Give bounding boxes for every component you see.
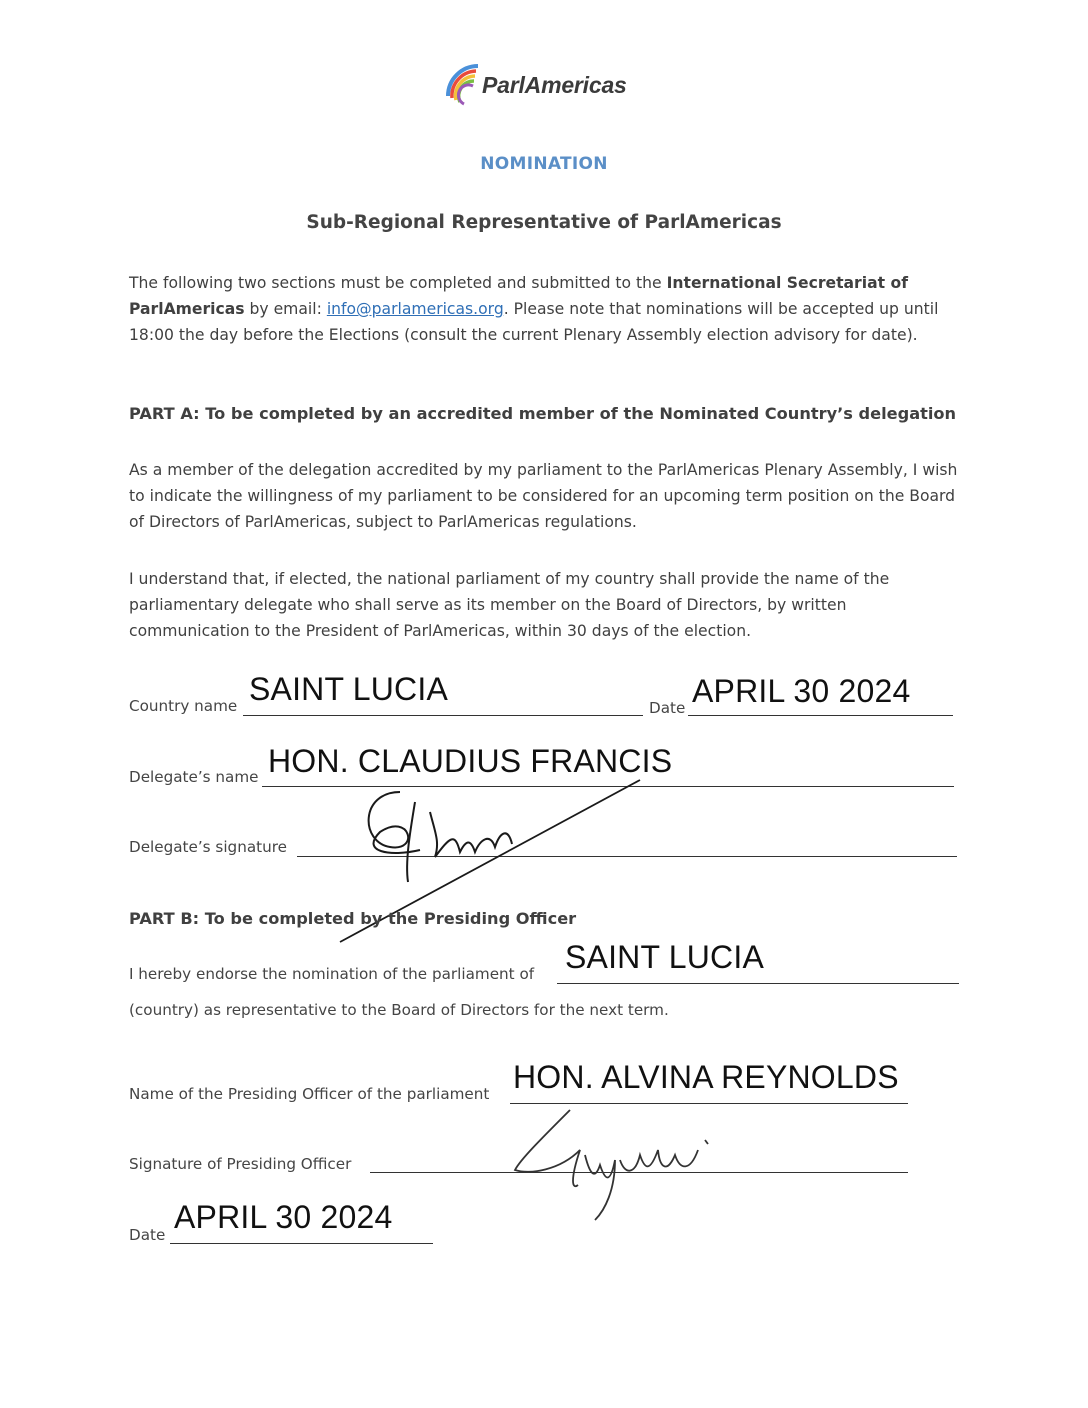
page-title: NOMINATION [480,154,608,174]
part-a-heading: PART A: To be completed by an accredited member of the Nominated Country’s delegation [129,404,957,423]
officer-name-label: Name of the Presiding Officer of the parliament [129,1085,490,1103]
part-a-paragraph-2: I understand that, if elected, the national parliament of my country shall provide the name of the parliamentary delegate who shall serve as its member on the Board of Directors, by written communication to the President of ParlAmericas, within 30 days of the election. [129,570,890,640]
intro-text-3: . Please note that nominations will be accepted up until 18:00 the day before the Elections (consult the current Plenary Assembly election advisory for date). [129,300,939,344]
country-field[interactable]: SAINT LUCIA [249,671,448,707]
officer-name-field[interactable]: HON. ALVINA REYNOLDS [513,1059,899,1095]
parlamericas-logo [438,58,658,118]
logo-arcs-icon [438,58,484,118]
secretariat-name: International Secretariat of ParlAmericas [129,274,909,318]
officer-signature-label: Signature of Presiding Officer [129,1155,352,1173]
page-subtitle: Sub-Regional Representative of ParlAmericas [306,212,782,233]
officer-date-field[interactable]: APRIL 30 2024 [174,1199,393,1235]
endorse-country-field[interactable]: SAINT LUCIA [565,939,764,975]
email-link[interactable]: info@parlamericas.org [326,300,504,318]
intro-paragraph [129,270,959,348]
endorse-country-line [557,983,959,984]
part-a-paragraph-1: As a member of the delegation accredited by my parliament to the ParlAmericas Plenary Assembly, I wish to indicate the willingness of my parliament to be considered for an upcoming term position on the Board of Directors of ParlAmericas, subject to ParlAmericas regulations. [129,461,958,531]
officer-date-label: Date [129,1226,166,1244]
date-line [688,715,953,716]
intro-text-1: The following two sections must be completed and submitted to the [129,274,667,292]
logo-text: ParlAmericas [482,72,627,98]
officer-signature [500,1100,740,1230]
part-b-heading: PART B: To be completed by the Presiding Officer [129,909,577,928]
endorse-label: I hereby endorse the nomination of the parliament of [129,965,535,983]
intro-text-2: by email: [244,300,327,318]
delegate-name-label: Delegate’s name [129,768,259,786]
delegate-name-field[interactable]: HON. CLAUDIUS FRANCIS [268,743,673,779]
date-label: Date [649,699,686,717]
officer-date-line [170,1243,433,1244]
date-field[interactable]: APRIL 30 2024 [692,673,911,709]
country-label: Country name [129,697,238,715]
endorse-tail-text: (country) as representative to the Board of Directors for the next term. [129,1001,669,1019]
country-line [243,715,643,716]
delegate-signature-label: Delegate’s signature [129,838,287,856]
